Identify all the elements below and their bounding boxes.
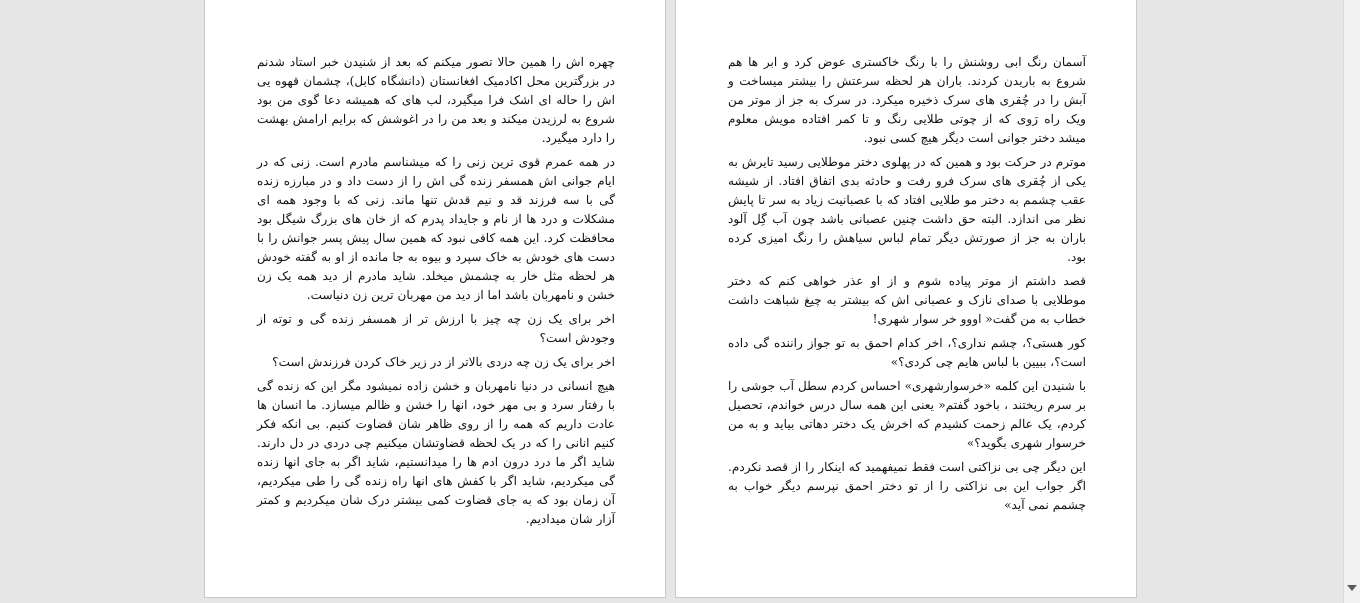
paragraph: اخر برای یک زن چه چیز با ارزش تر از همسفر زنده گی و توته از وجودش است؟ bbox=[257, 312, 615, 345]
paragraph: هیچ انسانی در دنیا نامهربان و خشن زاده نمیشود مگر این که زنده گی با رفتار سرد و بی مهر خود، انها را خشن و ظالم میسازد. ما انسان ها عادت داریم که همه را از روی ظاهر شان قضاوت کنیم. بی انکه فکر کنیم انانی را که در یک لحظه قضاوتشان میکنیم چی دردی در دل دارند. شاید اگر ما درد درون ادم ها را میدانستیم، شاید اگر به جای انها زنده گی میکردیم، شاید اگر با کفش های انها راه زنده گی را طی میکردیم، آن زمان بود که به جای قضاوت کمی بیشتر درک شان میکردیم و کمتر آزار شان میدادیم. bbox=[257, 379, 615, 526]
page-right-text bbox=[728, 53, 1086, 520]
paragraph: قصد داشتم از موتر پیاده شوم و از او عذر خواهی کنم که دختر موطلایی با صدای نازک و عصبانی اش که بیشتر به چیغ شباهت داشت خطاب به من گفت« اووو خر سوار شهری! bbox=[728, 274, 1086, 326]
paragraph: این دیگر چی بی نزاکتی است فقط نمیفهمید که اینکار را از قصد نکردم. اگر جواب این بی نزاکتی را از تو دختر احمق نپرسم دیگر خواب به چشمم نمی آید» bbox=[728, 460, 1086, 512]
page-left-text bbox=[257, 53, 615, 534]
vertical-scrollbar[interactable] bbox=[1343, 0, 1360, 603]
paragraph: چهره اش را همین حالا تصور میکنم که بعد از شنیدن خبر استاد شدنم در بزرگترین محل اکادمیک افغانستان (دانشگاه کابل)، چشمان قهوه یی اش را حاله ای اشک فرا میگیرد، لب های که همیشه دعا گوی من بود شروع به لرزیدن میکند و بعد من را در اغوشش که برایم ارامش بهشت را دارد میگیرد. bbox=[257, 55, 615, 145]
paragraph: اخر برای یک زن چه دردی بالاتر از در زیر خاک کردن فرزندش است؟ bbox=[272, 355, 615, 369]
paragraph: آسمان رنگ ابی روشنش را با رنگ خاکستری عوض کرد و ابر ها هم شروع به باریدن کردند. باران هر لحظه سرعتش را بیشتر میساخت و آبش را در چُقری های سرک ذخیره میکرد. در سرک به جز از موتر من ویک راه رَوی که از چوتی طلایی رنگ و تا کمر افتاده مویش معلوم میشد دختر جوانی است دیگر هیچ کسی نبود. bbox=[728, 55, 1086, 145]
page-left bbox=[204, 0, 666, 598]
scroll-down-arrow-icon[interactable] bbox=[1347, 585, 1357, 591]
page-right bbox=[675, 0, 1137, 598]
paragraph: در همه عمرم قوی ترین زنی را که میشناسم مادرم است. زنی که در ایام جوانی اش همسفر زنده گی اش را از دست داد و در مبارزه زنده گی با سه فرزند قد و نیم قدش تنها ماند. زنی که با وجود همه ای مشکلات و درد ها از نام و جایداد پدرم که از خان های بزرگ شیگل بود محافظت کرد. این همه کافی نبود که همین سال پیش پسر جوانش را با دست های خودش به خاک سپرد و بیوه به جا مانده از او به گفته خودش هر لحظه مثل خار به چشمش میخلد. شاید مادرم از دید همه یک زن خشن و نامهربان باشد اما از دید من مهربان ترین زن دنیاست. bbox=[257, 155, 615, 302]
paragraph: با شنیدن این کلمه «خرسوارشهری» احساس کردم سطل آب جوشی را بر سرم ریختند ، باخود گفتم« یعنی این همه سال درس خواندم، تحصیل کردم، یک عالم زحمت کشیدم که اخرش یک دختر دهاتی بیاید و به من خرسوار شهری بگوید؟» bbox=[728, 379, 1086, 450]
paragraph: موترم در حرکت بود و همین که در پهلوی دختر موطلایی رسید تایرش به یکی از چُقری های سرک فرو رفت و حادثه بدی اتفاق افتاد. از شیشه عقب چشمم به دختر مو طلایی افتاد که با عصبانیت زیاد به سر تا پایش نظر می اندازد. البته حق داشت چنین عصبانی باشد چون آب گِل آلود باران به جز از صورتش دیگر تمام لباس سیاهش را رنگ امیزی کرده بود. bbox=[728, 155, 1086, 264]
paragraph: کور هستی؟، چشم نداری؟، اخر کدام احمق به تو جواز راننده گی داده است؟، ببیین با لباس هایم چی کردی؟» bbox=[728, 336, 1086, 369]
